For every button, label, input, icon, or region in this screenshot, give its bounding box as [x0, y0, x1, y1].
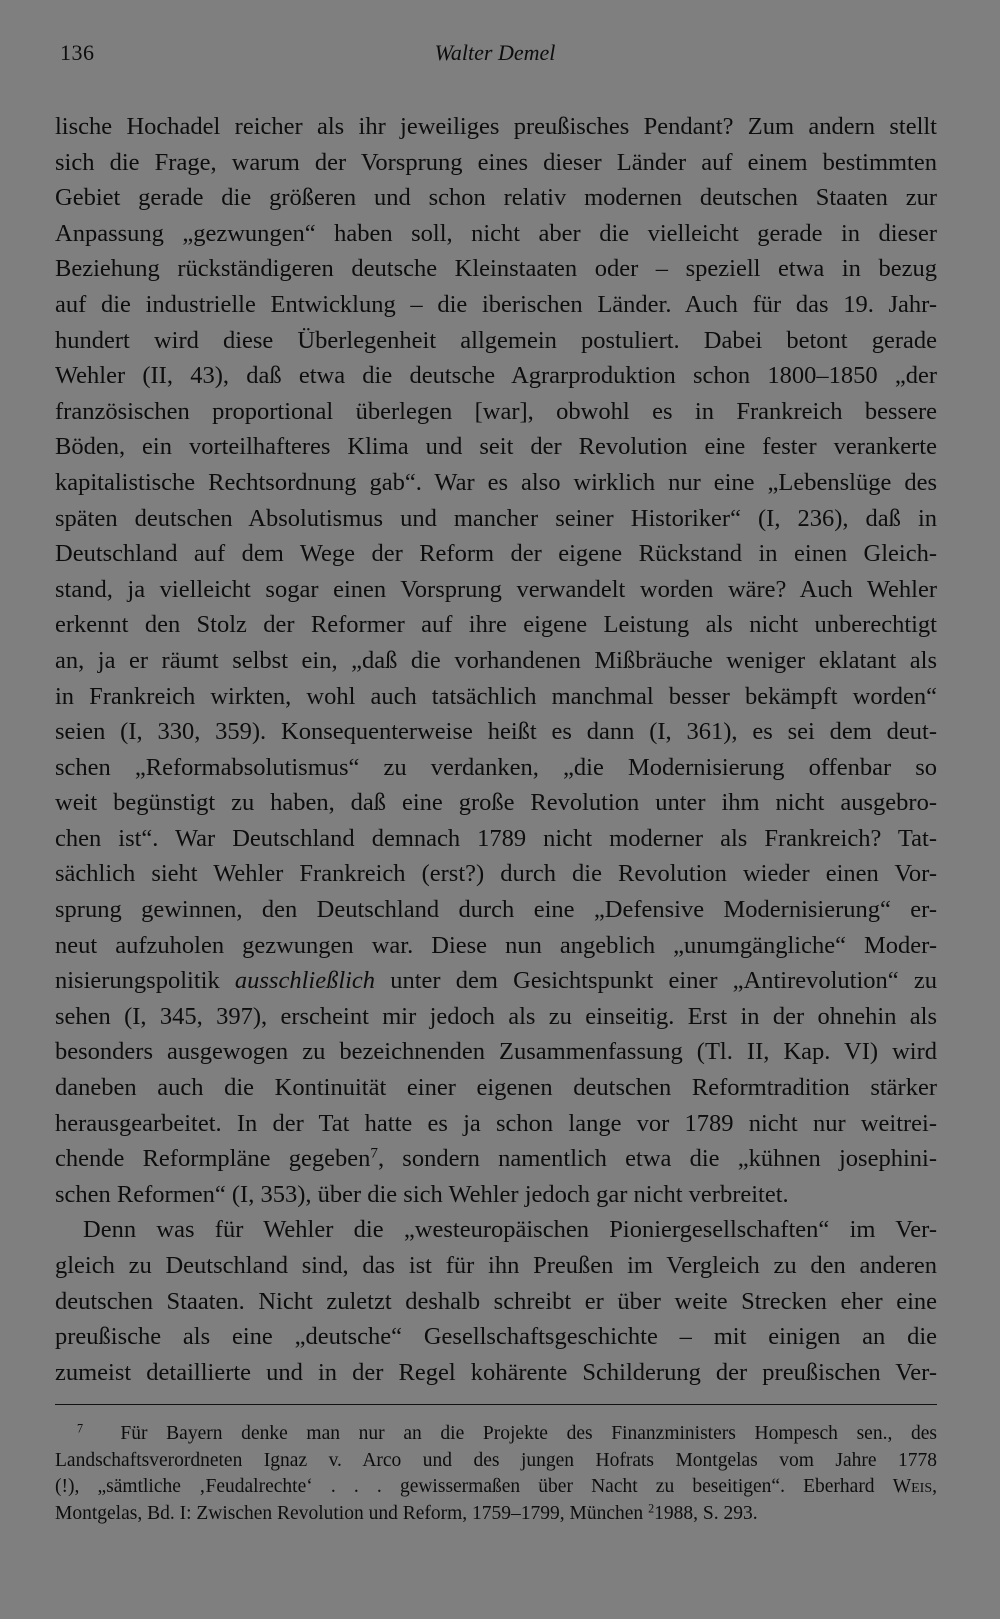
- text-line: weit begünstigt zu haben, daß eine große Revolution unter ihm nicht ausgebro-: [55, 789, 937, 817]
- text-line: zumeist detaillierte und in der Regel kohärente Schilderung der preußischen Ver-: [55, 1358, 937, 1386]
- footnote-text: (!), „sämtliche ‚Feudalrechte‘ . . . gewissermaßen über Nacht zu beseitigen“. Eberhard: [55, 1476, 875, 1497]
- footnote-line: [55, 1501, 937, 1528]
- text-line: Gebiet gerade die größeren und schon relativ modernen deutschen Staaten zur: [55, 184, 937, 212]
- footnote-line: Landschaftsverordneten Ignaz v. Arco und des jungen Hofrats Montgelas vom Jahre 1778: [55, 1449, 937, 1471]
- text-segment: chende Reformpläne gegeben: [55, 1145, 371, 1173]
- paragraph-end-line: schen Reformen“ (I, 353), über die sich Wehler jedoch gar nicht verbreitet.: [55, 1180, 789, 1208]
- text-line: neut aufzuholen gezwungen war. Diese nun angeblich „unumgängliche“ Moder-: [55, 931, 937, 959]
- text-line: in Frankreich wirkten, wohl auch tatsächlich manchmal besser bekämpft worden“: [55, 682, 937, 710]
- footnote-author: Weis: [892, 1476, 933, 1497]
- text-line: sich die Frage, warum der Vorsprung eines dieser Länder auf einem bestimmten: [55, 148, 937, 176]
- text-line: herausgearbeitet. In der Tat hatte es ja schon lange vor 1789 nicht nur weitrei-: [55, 1109, 937, 1137]
- page-number: 136: [60, 40, 95, 65]
- footnote-text: 1988, S. 293.: [654, 1502, 758, 1524]
- text-line: Beziehung rückständigeren deutsche Kleinstaaten oder – speziell etwa in bezug: [55, 255, 937, 283]
- text-line: gleich zu Deutschland sind, das ist für ihn Preußen im Vergleich zu den anderen: [55, 1252, 937, 1279]
- main-text: [55, 109, 937, 1390]
- footnote-line: [55, 1474, 937, 1501]
- text-line: erkennt den Stolz der Reformer auf ihre eigene Leistung als nicht unberechtigt: [55, 611, 937, 639]
- paragraph-first-line: Denn was für Wehler die „westeuropäischen Pioniergesellschaften“ im Ver-: [83, 1216, 937, 1244]
- text-line: sächlich sieht Wehler Frankreich (erst?) durch die Revolution wieder einen Vor-: [55, 860, 937, 888]
- footnote-line: [55, 1421, 937, 1448]
- italic-emphasis: ausschließlich: [234, 967, 376, 995]
- page-header: [55, 40, 935, 70]
- text-line: stand, ja vielleicht sogar einen Vorsprung verwandelt worden wäre? Auch Wehler: [55, 575, 937, 603]
- footnote-text: Montgelas, Bd. I: Zwischen Revolution und Reform, 1759–1799, München: [55, 1502, 649, 1524]
- text-line: an, ja er räumt selbst ein, „daß die vorhandenen Mißbräuche weniger eklatant als: [55, 646, 937, 674]
- text-line: Anpassung „gezwungen“ haben soll, nicht aber die vielleicht gerade in dieser: [55, 219, 937, 247]
- footnote-divider: [55, 1404, 937, 1405]
- edition-superscript: 2: [648, 1500, 655, 1515]
- text-line: späten deutschen Absolutismus und mancher seiner Historiker“ (I, 236), daß in: [55, 504, 937, 532]
- text-line: sehen (I, 345, 397), erscheint mir jedoch als zu einseitig. Erst in der ohnehin als: [55, 1002, 937, 1030]
- text-line: lische Hochadel reicher als ihr jeweiliges preußisches Pendant? Zum andern stellt: [55, 113, 937, 140]
- text-line: chen ist“. War Deutschland demnach 1789 nicht moderner als Frankreich? Tat-: [55, 824, 937, 852]
- text-line: Böden, ein vorteilhafteres Klima und seit der Revolution eine fester verankerte: [55, 433, 937, 461]
- footnote-text: ,: [932, 1476, 937, 1497]
- text-line: französischen proportional überlegen [war], obwohl es in Frankreich bessere: [55, 397, 937, 425]
- text-segment: , sondern namentlich etwa die „kühnen josephini-: [377, 1145, 937, 1173]
- text-line: sprung gewinnen, den Deutschland durch eine „Defensive Modernisierung“ er-: [55, 896, 937, 924]
- text-line: preußische als eine „deutsche“ Gesellschaftsgeschichte – mit einigen an die: [55, 1323, 937, 1351]
- text-line: besonders ausgewogen zu bezeichnenden Zusammenfassung (Tl. II, Kap. VI) wird: [55, 1038, 937, 1066]
- text-line: Wehler (II, 43), daß etwa die deutsche Agrarproduktion schon 1800–1850 „der: [55, 362, 937, 390]
- footnote-marker: 7: [77, 1421, 84, 1436]
- footnote-block: [55, 1421, 937, 1527]
- text-line: seien (I, 330, 359). Konsequenterweise heißt es dann (I, 361), es sei dem deut-: [55, 718, 937, 746]
- text-line: hundert wird diese Überlegenheit allgemein postuliert. Dabei betont gerade: [55, 326, 937, 354]
- footnote-reference: 7: [370, 1144, 378, 1162]
- text-line-with-italic: [55, 963, 937, 999]
- running-head: Walter Demel: [434, 40, 556, 65]
- footnote-text: Für Bayern denke man nur an die Projekte des Finanzministers Hompesch sen., des: [120, 1423, 937, 1444]
- text-line: schen „Reformabsolutismus“ zu verdanken, „die Modernisierung offenbar so: [55, 753, 937, 781]
- text-line: Deutschland auf dem Wege der Reform der eigene Rückstand in einen Gleich-: [55, 540, 937, 568]
- text-line: kapitalistische Rechtsordnung gab“. War es also wirklich nur eine „Lebenslüge des: [55, 468, 937, 496]
- text-line: deutschen Staaten. Nicht zuletzt deshalb schreibt er über weite Strecken eher eine: [55, 1287, 937, 1315]
- text-line: daneben auch die Kontinuität einer eigenen deutschen Reformtradition stärker: [55, 1074, 937, 1102]
- text-segment: nisierungspolitik: [55, 967, 235, 995]
- text-line: auf die industrielle Entwicklung – die iberischen Länder. Auch für das 19. Jahr-: [55, 290, 937, 318]
- text-segment: unter dem Gesichtspunkt einer „Antirevolution“ zu: [375, 967, 937, 995]
- text-line-with-footnote-ref: [55, 1141, 937, 1177]
